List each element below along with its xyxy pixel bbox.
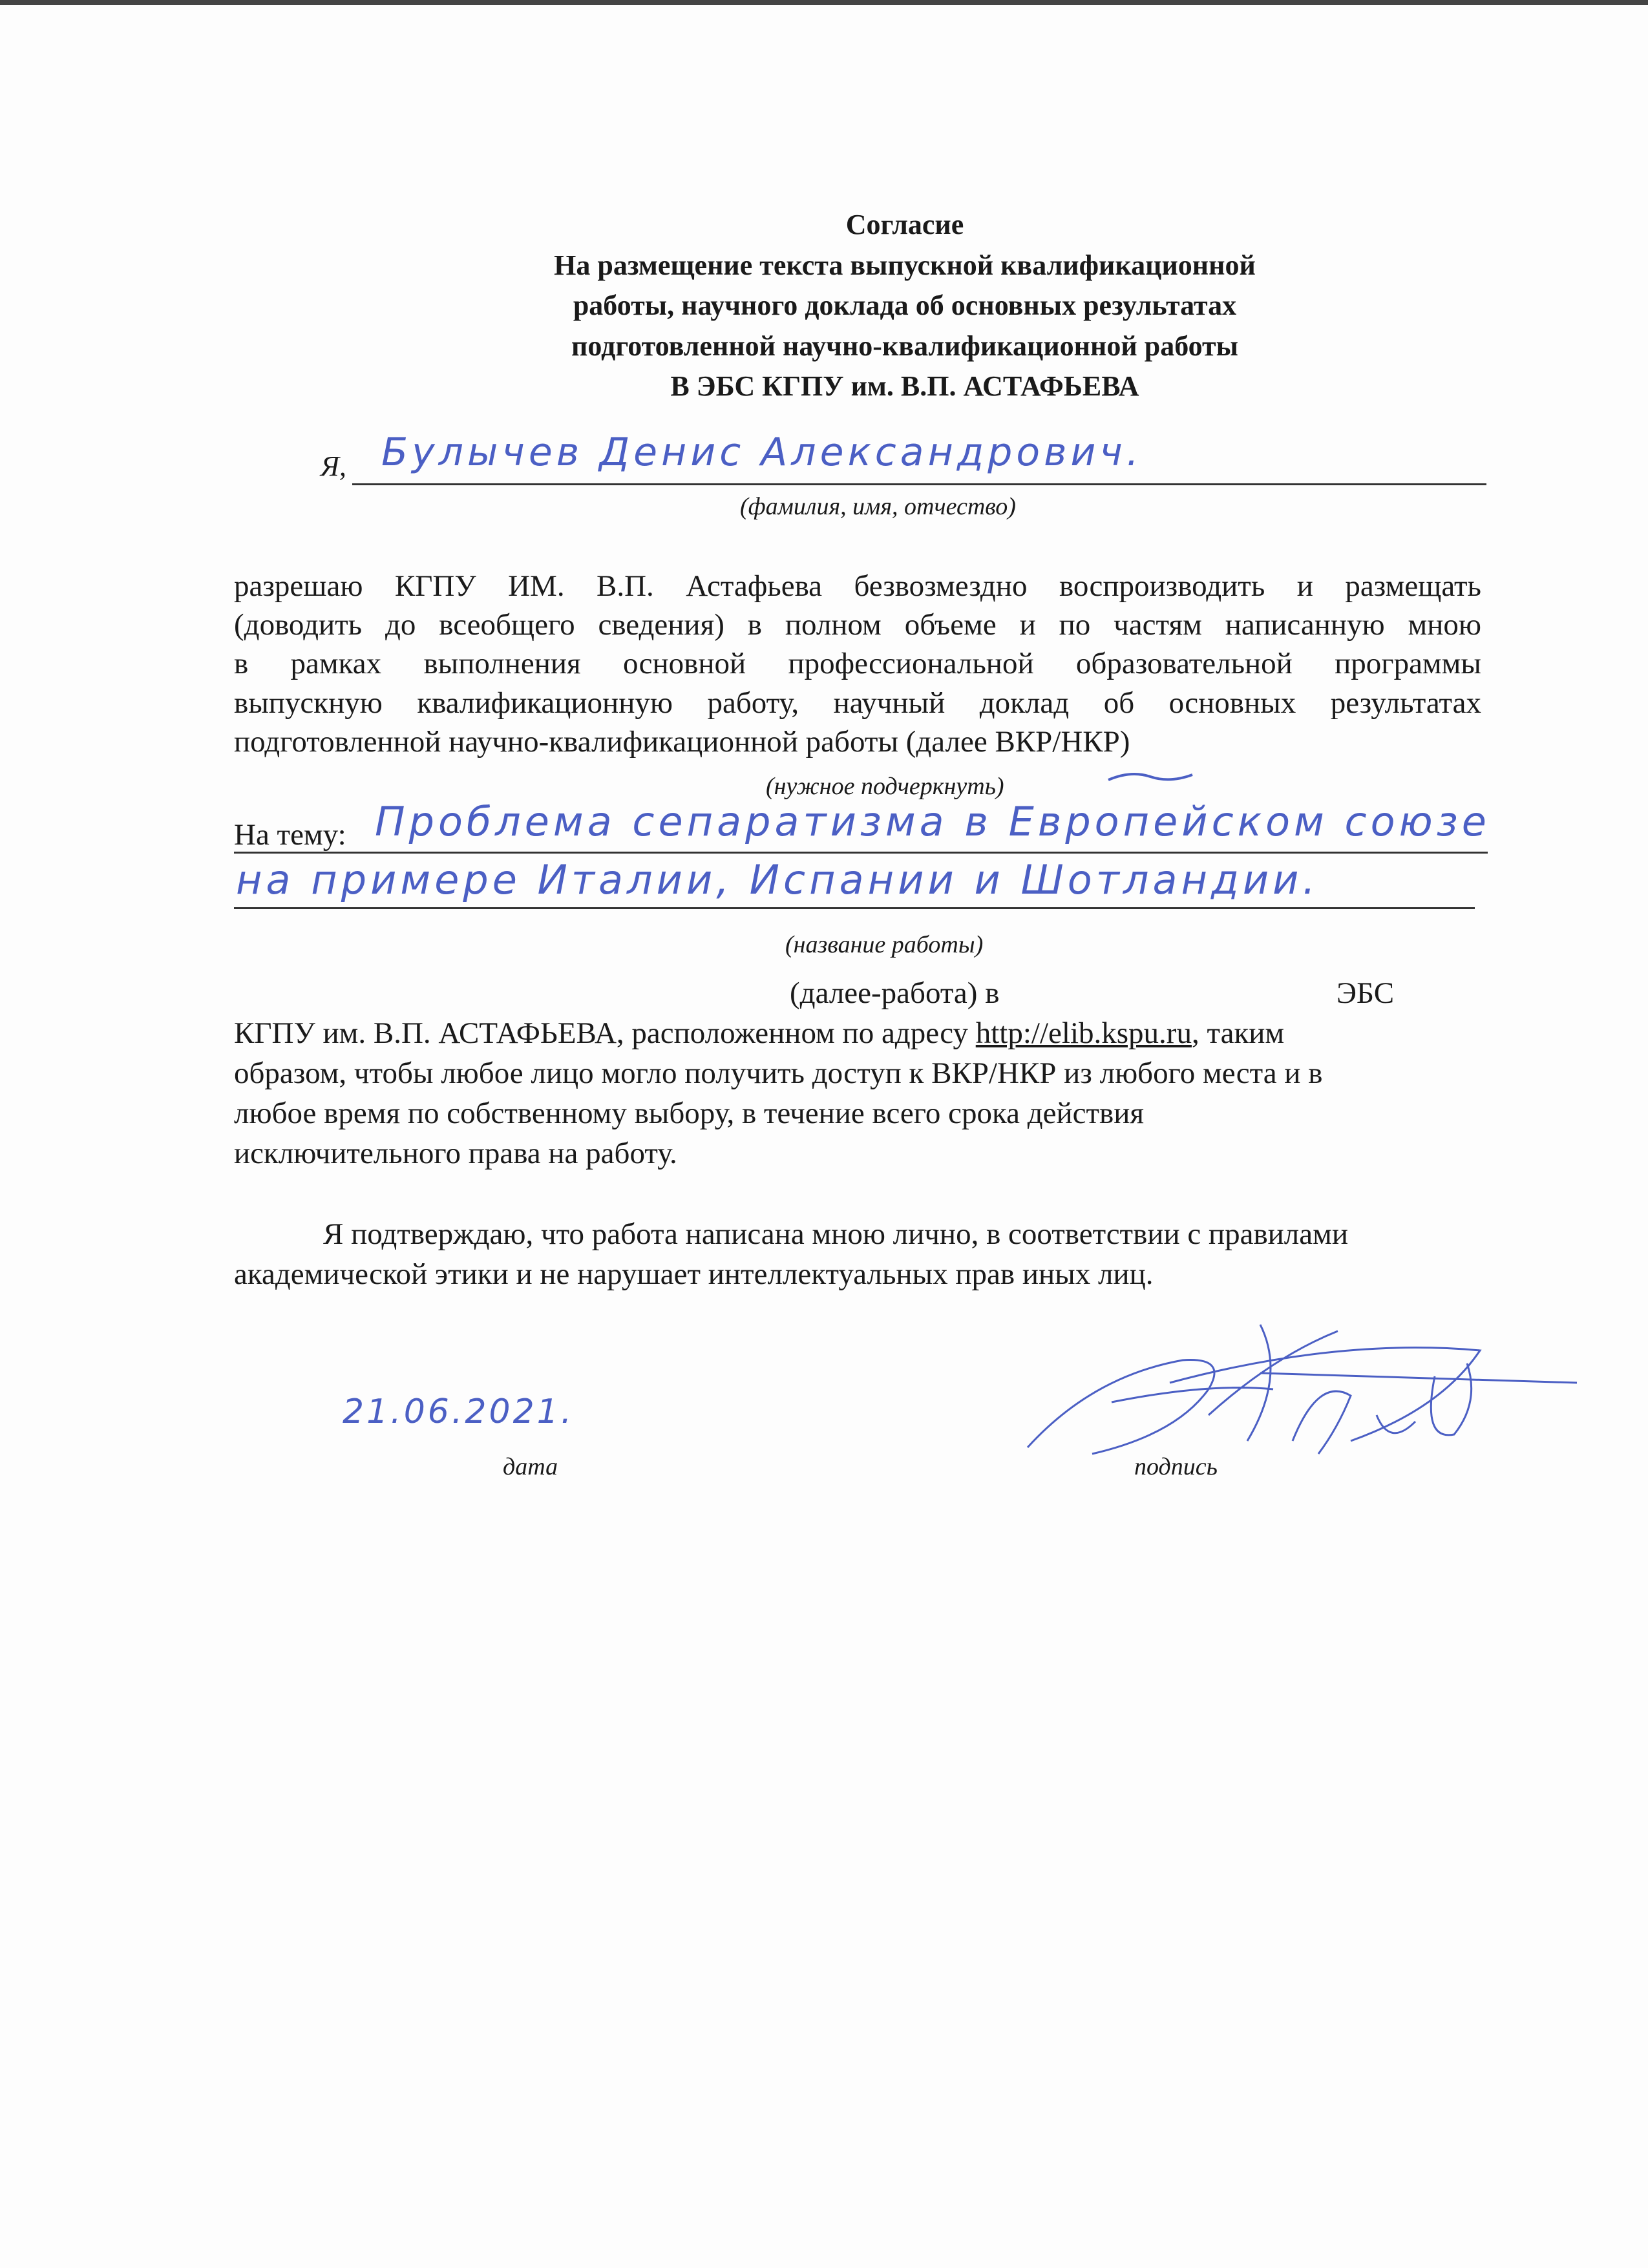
underline-caption: (нужное подчеркнуть) — [766, 773, 1004, 800]
name-caption: (фамилия, имя, отчество) — [740, 493, 1016, 520]
title-line-5: В ЭБС КГПУ им. В.П. АСТАФЬЕВА — [670, 370, 1139, 402]
name-prefix: Я, — [321, 450, 346, 482]
handwritten-underline-mark — [1105, 767, 1196, 786]
topic-label: На тему: — [234, 818, 346, 852]
body-line-4: выпускную квалификационную работу, научный доклад об основных результатах — [234, 686, 1481, 720]
name-value: Булычев Денис Александрович. — [381, 430, 1143, 475]
date-value: 21.06.2021. — [343, 1392, 575, 1431]
topic-underline-2 — [234, 907, 1475, 909]
body2-line-1a: (далее-работа) в — [790, 976, 1000, 1010]
body2-line-2 — [234, 1016, 1481, 1051]
body2-line-4: любое время по собственному выбору, в течение всего срока действия — [234, 1097, 1144, 1130]
signature-image — [1015, 1299, 1583, 1493]
title-line-4: подготовленной научно-квалификационной работы — [571, 330, 1239, 362]
body2-line-2b: , таким — [1191, 1016, 1285, 1050]
date-caption: дата — [503, 1453, 558, 1480]
topic-line-2: на примере Италии, Испании и Шотландии. — [236, 856, 1320, 903]
confirm-line-2: академической этики и не нарушает интеллектуальных прав иных лиц. — [234, 1257, 1154, 1291]
body2-line-2a: КГПУ им. В.П. АСТАФЬЕВА, расположенном по адресу — [234, 1016, 976, 1050]
body-line-1: разрешаю КГПУ ИМ. В.П. Астафьева безвозмездно воспроизводить и размещать — [234, 569, 1481, 603]
scan-top-edge — [0, 0, 1648, 5]
body2-line-5: исключительного права на работу. — [234, 1137, 677, 1170]
body-line-2: (доводить до всеобщего сведения) в полном объеме и по частям написанную мною — [234, 608, 1481, 642]
name-underline — [352, 483, 1486, 485]
title-line-3: работы, научного доклада об основных результатах — [573, 289, 1237, 321]
confirm-line-1: Я подтверждаю, что работа написана мною лично, в соответствии с правилами — [323, 1217, 1349, 1251]
signature-caption: подпись — [1134, 1453, 1218, 1480]
title-line-2: На размещение текста выпускной квалификационной — [554, 249, 1256, 281]
title-line-1: Согласие — [845, 209, 964, 240]
body2-line-1b: ЭБС — [1336, 976, 1395, 1010]
body2-line-3: образом, чтобы любое лицо могло получить доступ к ВКР/НКР из любого места и в — [234, 1056, 1323, 1090]
topic-line-1: Проблема сепаратизма в Европейском союзе — [375, 798, 1490, 845]
topic-caption: (название работы) — [785, 931, 984, 958]
elib-link[interactable]: http://elib.kspu.ru — [975, 1016, 1192, 1050]
body-line-3: в рамках выполнения основной профессиональной образовательной программы — [234, 647, 1481, 680]
body-line-5: подготовленной научно-квалификационной работы (далее ВКР/НКР) — [234, 725, 1130, 759]
topic-underline-1 — [234, 852, 1488, 854]
